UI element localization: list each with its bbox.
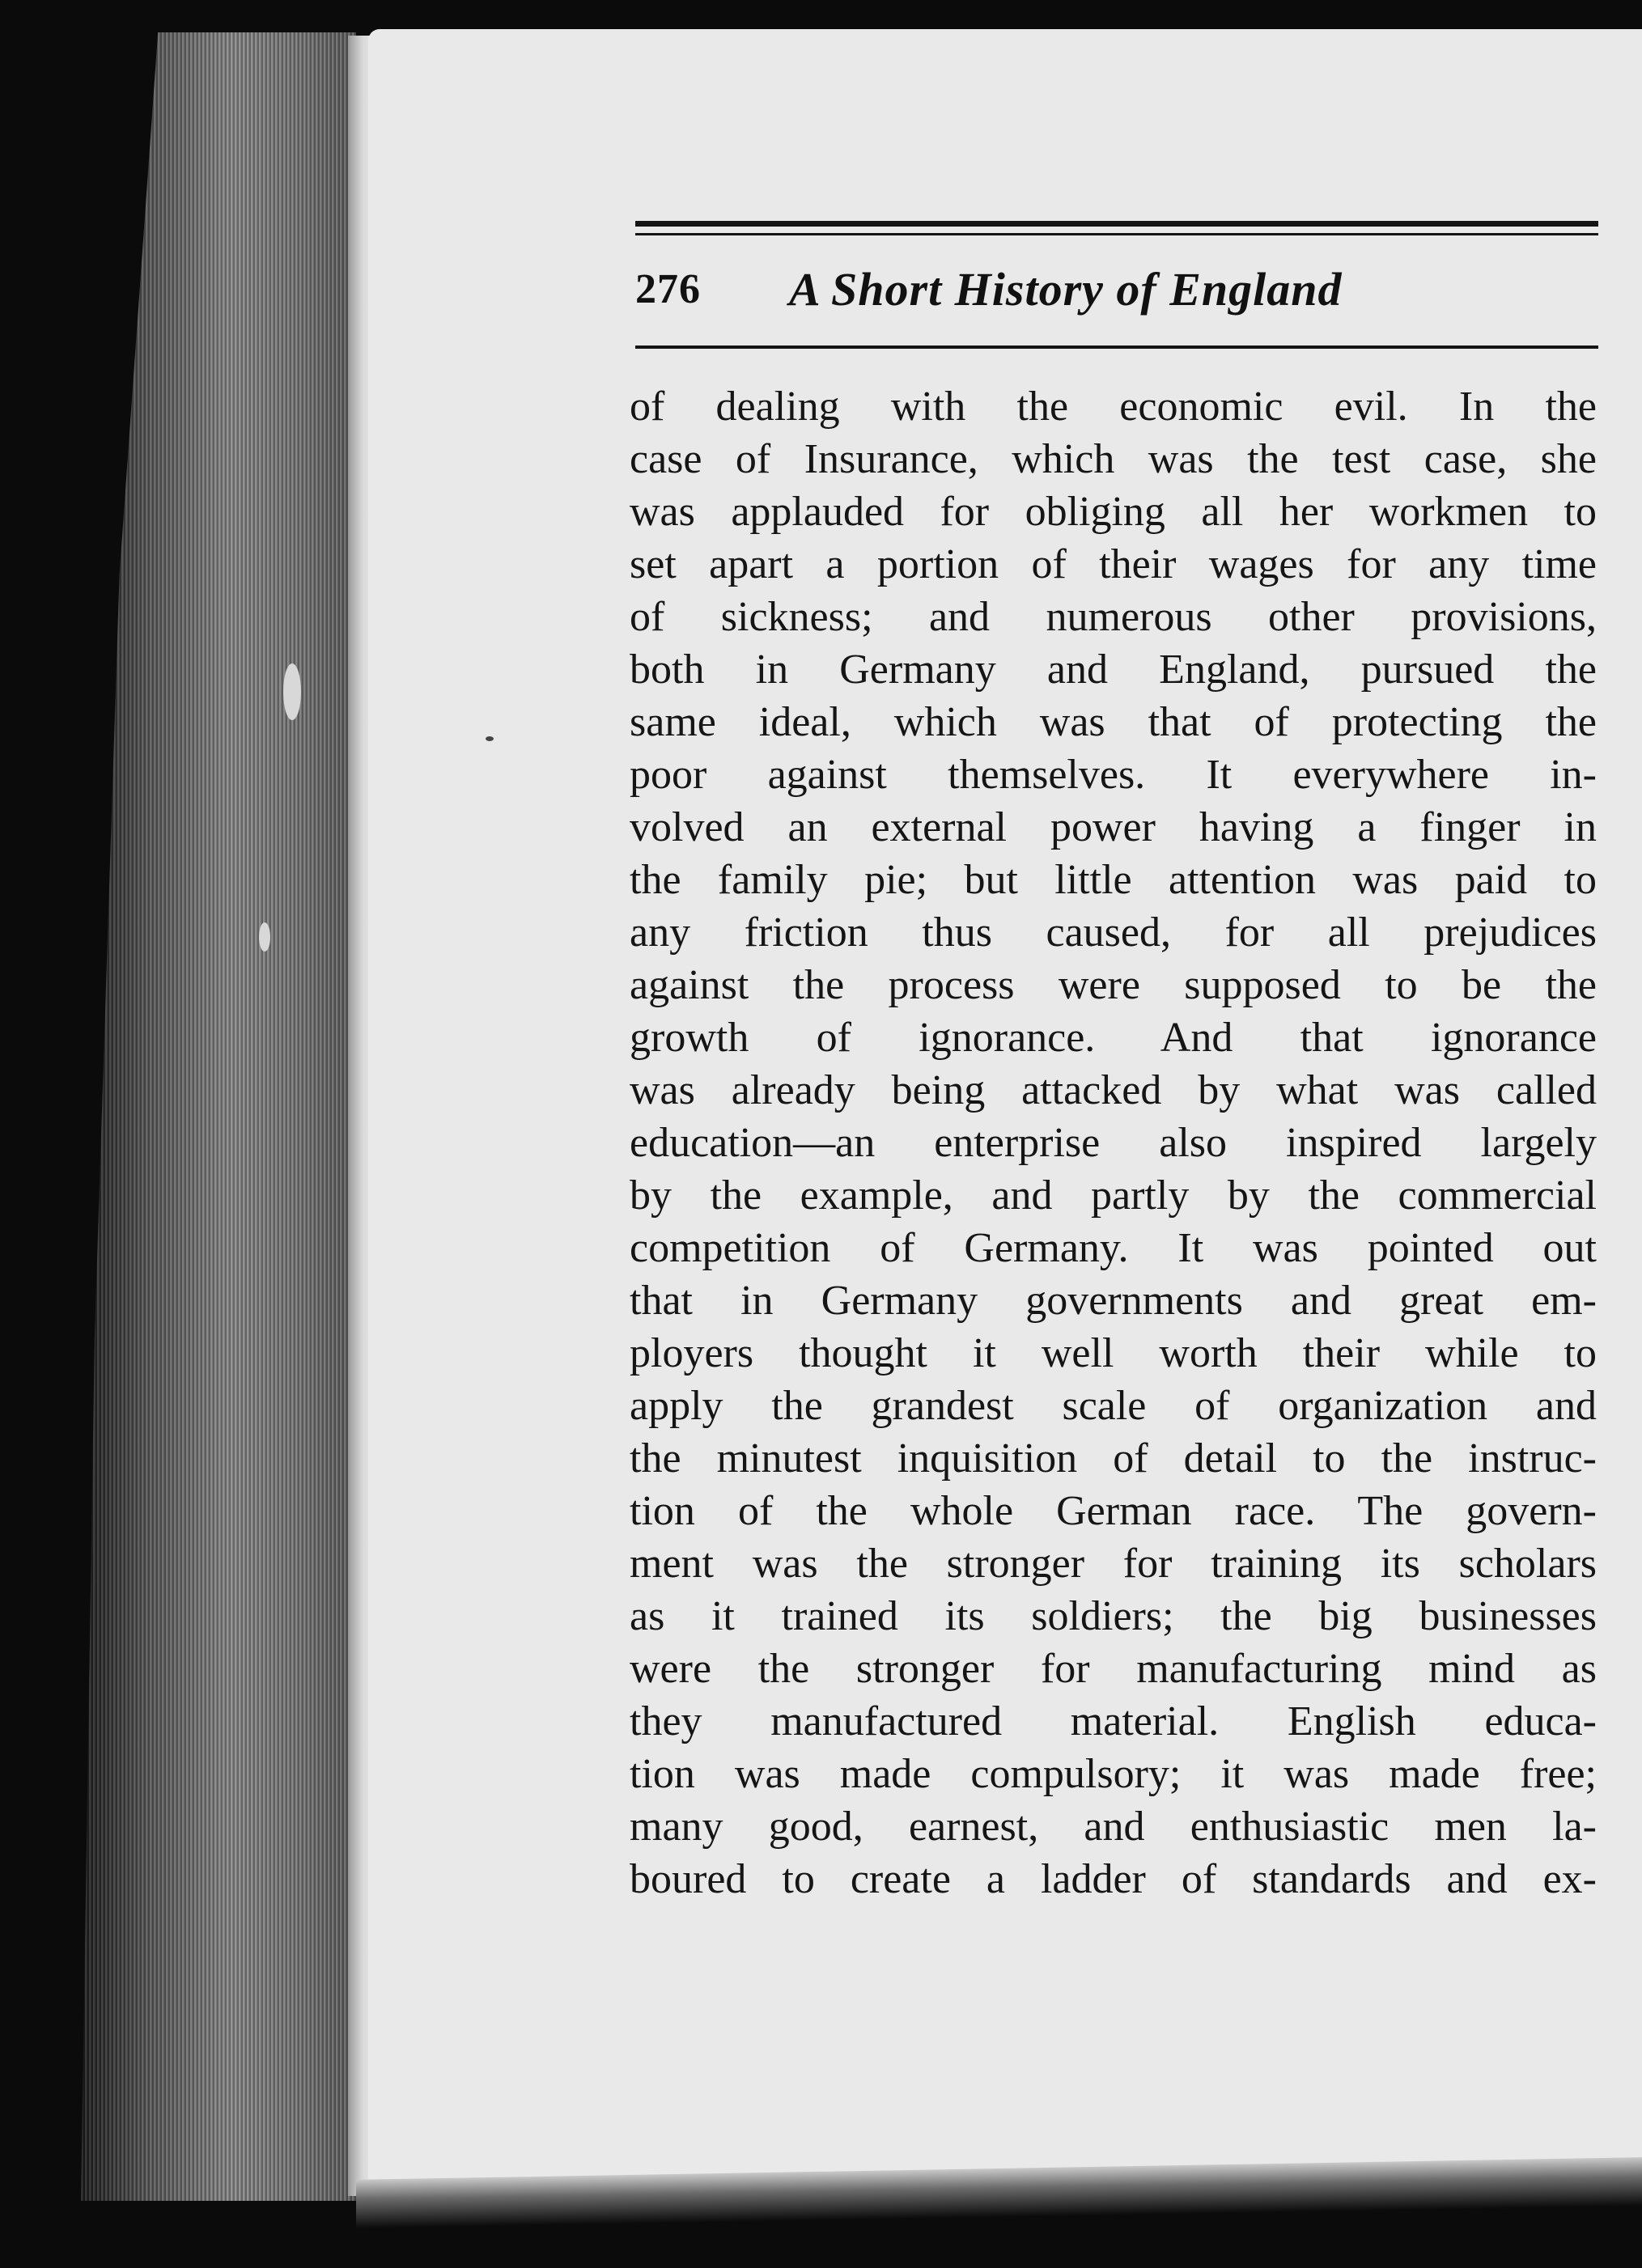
text-line: volved an external power having a finger in	[630, 804, 1597, 850]
text-line: were the stronger for manufacturing mind as	[630, 1646, 1597, 1692]
text-line: tion was made compulsory; it was made free;	[630, 1751, 1597, 1797]
text-line: they manufactured material. English educa-	[630, 1698, 1597, 1744]
page-number: 276	[635, 266, 701, 312]
running-title: A Short History of England	[789, 263, 1343, 316]
text-line: by the example, and partly by the commercial	[630, 1172, 1597, 1219]
text-line: that in Germany governments and great em-	[630, 1278, 1597, 1324]
text-line: was already being attacked by what was called	[630, 1067, 1597, 1113]
text-line: the minutest inquisition of detail to the instruc-	[630, 1435, 1597, 1482]
text-line: apply the grandest scale of organization and	[630, 1383, 1597, 1429]
scan-speck	[486, 736, 494, 741]
text-line: same ideal, which was that of protecting the	[630, 699, 1597, 745]
header-rule-thick	[635, 221, 1598, 227]
text-line: tion of the whole German race. The govern-	[630, 1488, 1597, 1534]
running-head	[635, 257, 1598, 330]
text-line: as it trained its soldiers; the big businesses	[630, 1593, 1597, 1639]
scan-speck	[283, 663, 301, 720]
scan-speck	[259, 922, 270, 952]
text-line: ployers thought it well worth their while to	[630, 1330, 1597, 1376]
text-line: poor against themselves. It everywhere in-	[630, 752, 1597, 798]
header-rule-thin	[635, 233, 1598, 235]
text-line: against the process were supposed to be the	[630, 962, 1597, 1008]
text-line: of dealing with the economic evil. In the	[630, 384, 1597, 430]
text-line: boured to create a ladder of standards and ex-	[630, 1856, 1597, 1902]
text-line: set apart a portion of their wages for any time	[630, 541, 1597, 587]
text-line: was applauded for obliging all her workmen to	[630, 489, 1597, 535]
body-text	[630, 380, 1597, 1906]
text-line: many good, earnest, and enthusiastic men la-	[630, 1804, 1597, 1850]
header-underline-rule	[635, 345, 1598, 349]
text-line: education—an enterprise also inspired largely	[630, 1120, 1597, 1166]
book-fore-edge	[81, 32, 356, 2201]
text-line: any friction thus caused, for all prejudices	[630, 909, 1597, 956]
text-line: both in Germany and England, pursued the	[630, 646, 1597, 693]
text-line: case of Insurance, which was the test case, she	[630, 436, 1597, 482]
text-line: ment was the stronger for training its scholars	[630, 1541, 1597, 1587]
text-line: competition of Germany. It was pointed out	[630, 1225, 1597, 1271]
text-line: growth of ignorance. And that ignorance	[630, 1015, 1597, 1061]
text-line: of sickness; and numerous other provisions,	[630, 594, 1597, 640]
text-line: the family pie; but little attention was paid to	[630, 857, 1597, 903]
